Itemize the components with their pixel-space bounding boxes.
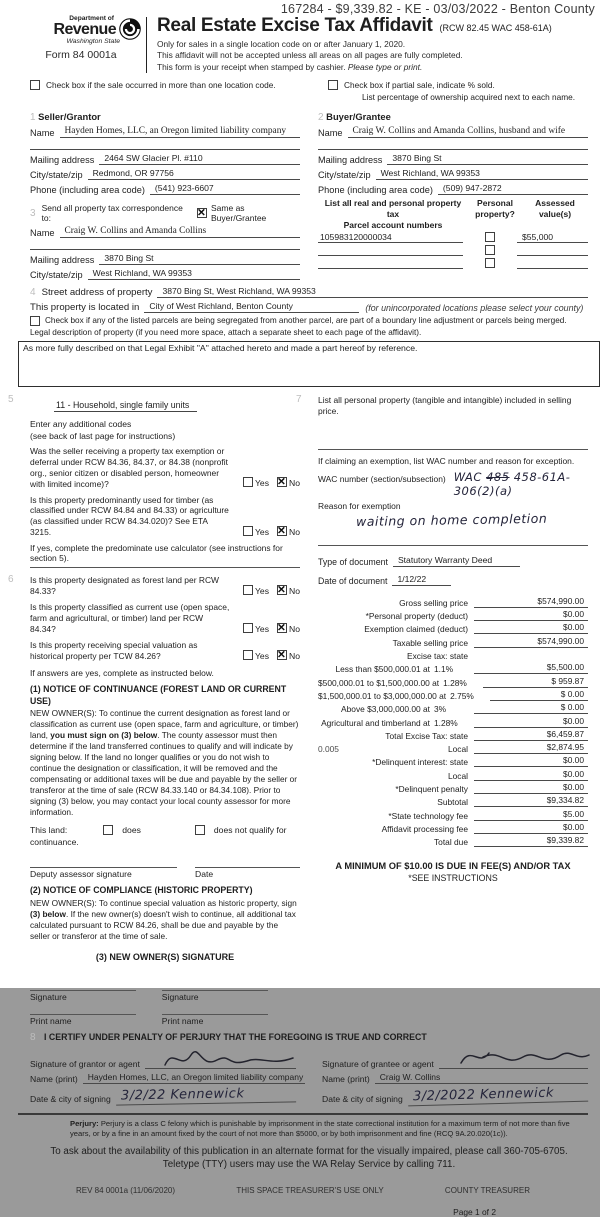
tax-value-field[interactable]: $5.00 xyxy=(474,809,588,821)
seller-name-overflow-line[interactable] xyxy=(30,140,300,150)
buyer-name-label: Name xyxy=(318,128,343,139)
no-checkbox[interactable] xyxy=(277,650,287,660)
tty-notice: Teletype (TTY) users may use the WA Relay Service by calling 711. xyxy=(162,1158,456,1170)
grantor-signature-scribble xyxy=(159,1045,299,1071)
grantee-signature-scribble xyxy=(453,1045,593,1071)
parties-section xyxy=(0,111,600,280)
no-checkbox[interactable] xyxy=(277,526,287,536)
seller-mailing-field[interactable]: 2464 SW Glacier Pl. #110 xyxy=(99,153,300,165)
grantor-date-city-handwriting[interactable]: 3/2/22 Kennewick xyxy=(116,1085,297,1105)
reason-exemption-label: Reason for exemption xyxy=(318,500,401,511)
personal-property-header: Personal property? xyxy=(475,198,515,219)
personal-property-checkbox[interactable] xyxy=(485,232,495,242)
header-note-3: This form is your receipt when stamped by cashier. Please type or print. xyxy=(157,61,423,72)
parcel-number-field[interactable] xyxy=(318,268,463,269)
notice-continuance-body: NEW OWNER(S): To continue the current designation as forest land or classification as current use (open space, farm and agriculture, or timber) land, you must sign on (3) below. The county assessor must then determine if the land transferred continues to qualify and will indicate by signing below. If the land no longer qualifies or you do not wish to continue the designation or classification, it will be removed and the compensating or additional taxes will be due and payable by the seller or transferor at the time of sale (RCW 84.33.140 or 84.34.108). Prior to signing (3) below, you may contact your local county assessor for more information. xyxy=(30,708,299,817)
tax-row-personal: *Personal property (deduct) $0.00 xyxy=(318,608,588,621)
located-in-field[interactable]: City of West Richland, Benton County xyxy=(144,301,359,313)
historic-property-question: Is this property receiving special valuation as historical property per TCW 84.26? xyxy=(30,640,198,662)
personal-property-checkbox[interactable] xyxy=(485,245,495,255)
current-use-question: Is this property classified as current use (open space, farm and agricultural, or timber) land per RCW 84.34? xyxy=(30,602,230,635)
tax-value-field[interactable]: $0.00 xyxy=(474,755,588,767)
minimum-due-note: A MINIMUM OF $10.00 IS DUE IN FEE(S) AND/OR TAX xyxy=(335,861,571,872)
tax-row-exemption: Exemption claimed (deduct) $0.00 xyxy=(318,621,588,634)
this-land-label: This land: xyxy=(30,825,68,836)
timber-agriculture-answer: Yes ✕ No xyxy=(235,526,300,538)
predominate-use-note: If yes, complete the predominate use calculator (see instructions for section 5). xyxy=(30,543,283,564)
buyer-name-field[interactable]: Craig W. Collins and Amanda Collins, husband and wife xyxy=(348,126,588,138)
seller-phone-label: Phone (including area code) xyxy=(30,185,145,196)
parcel-row xyxy=(318,243,588,256)
notice-compliance-body: NEW OWNER(S): To continue special valuation as historic property, sign (3) below. If the new owner(s) doesn't wish to continue, all additional tax calculated pursuant to RCW 84.26, shall be due and payable by the seller or transferor at the time of sale. xyxy=(30,897,297,941)
owner-signature-line[interactable]: Signature xyxy=(30,990,136,1002)
tax-value-field[interactable]: $ 0.00 xyxy=(474,702,588,714)
multiple-location-label: Check box if the sale occurred in more than one location code. xyxy=(46,80,276,91)
logo-state-text: Washington State xyxy=(66,38,120,45)
assessed-value-field[interactable] xyxy=(517,255,588,256)
assessor-signature-row xyxy=(30,867,300,879)
legal-description-label: Legal description of property (if you need more space, attach a separate sheet to each page of the affidavit). xyxy=(30,327,422,337)
parcel-row xyxy=(318,230,588,243)
dor-logo xyxy=(28,15,136,61)
section-2-number: 2 xyxy=(318,112,324,124)
deputy-assessor-signature-line[interactable]: Deputy assessor signature xyxy=(30,867,177,879)
reason-exemption-handwriting[interactable]: waiting on home completion xyxy=(355,510,548,529)
header-divider xyxy=(146,17,147,73)
left-middle-column xyxy=(8,393,300,1026)
seller-city-label: City/state/zip xyxy=(30,170,83,181)
segregated-label: Check box if any of the listed parcels are being segregated from another parcel, are part of a boundary line adjustment or parcels being merged. xyxy=(45,316,567,326)
street-address-label: Street address of property xyxy=(41,287,153,299)
local-rate: 0.005 xyxy=(318,744,339,755)
wac-number-handwriting[interactable]: WAC 485 458-61A-306(2)(a) xyxy=(453,469,571,498)
ownership-percentage-note: List percentage of ownership acquired next to each name. xyxy=(362,91,576,102)
yes-checkbox[interactable] xyxy=(243,526,253,536)
tax-value-field[interactable]: $2,874.95 xyxy=(474,742,588,754)
grantee-name-print-label: Name (print) xyxy=(322,1073,370,1084)
notice-compliance-title: (2) NOTICE OF COMPLIANCE (HISTORIC PROPERTY) xyxy=(30,885,253,896)
land-does-not-checkbox[interactable] xyxy=(195,825,205,835)
certify-statement: I CERTIFY UNDER PENALTY OF PERJURY THAT THE FOREGOING IS TRUE AND CORRECT xyxy=(44,1031,427,1042)
logo-revenue-text: Revenue xyxy=(53,21,116,38)
seller-name-field[interactable]: Hayden Homes, LLC, an Oregon limited liability company xyxy=(60,126,300,138)
correspondence-city-field[interactable]: West Richland, WA 99353 xyxy=(88,268,300,280)
title-block xyxy=(157,15,552,73)
segregated-checkbox[interactable] xyxy=(30,316,40,326)
yes-checkbox[interactable] xyxy=(243,650,253,660)
form-title: Real Estate Excise Tax Affidavit xyxy=(157,15,433,36)
exemption-deferral-answer: Yes ✕ No xyxy=(235,477,300,489)
tax-row-tier3: $1,500,000.01 to $3,000,000.00 at 2.75% $ 0.00 xyxy=(318,688,588,701)
wac-struck-text: 485 xyxy=(486,469,510,484)
tax-row-delinquent-interest-local: Local $0.00 xyxy=(318,767,588,780)
unincorporated-note: (for unincorporated locations please select your county) xyxy=(365,303,584,314)
buyer-name-overflow-line[interactable] xyxy=(318,140,588,150)
grantor-name-print-label: Name (print) xyxy=(30,1073,78,1084)
buyer-mailing-field[interactable]: 3870 Bing St xyxy=(387,153,588,165)
grantee-date-city-handwriting[interactable]: 3/2/2022 Kennewick xyxy=(408,1084,589,1106)
tax-correspondence-label: Send all property tax correspondence to: xyxy=(41,203,183,224)
seller-column xyxy=(30,111,300,280)
exemption-claim-note: If claiming an exemption, list WAC number and reason for exception. xyxy=(318,455,575,466)
personal-property-checkbox[interactable] xyxy=(485,258,495,268)
section-1-number: 1 xyxy=(30,112,36,124)
parcel-number-field[interactable]: 105983120000034 xyxy=(318,232,463,243)
seller-mailing-label: Mailing address xyxy=(30,155,95,166)
located-in-label: This property is located in xyxy=(30,302,140,314)
assessed-value-field[interactable] xyxy=(517,268,588,269)
correspondence-name-overflow-line[interactable] xyxy=(30,240,300,250)
buyer-column xyxy=(318,111,588,280)
document-date-field[interactable]: 1/12/22 xyxy=(392,574,451,586)
section-4-number: 4 xyxy=(30,287,36,299)
tax-row-total-due: Total due $9,339.82 xyxy=(318,834,588,847)
tax-value-field[interactable]: $9,334.82 xyxy=(474,795,588,807)
legal-description-text: As more fully described on that Legal Exhibit "A" attached hereto and made a part hereof by reference. xyxy=(23,342,418,353)
tax-rate: 1.28% xyxy=(443,677,467,688)
buyer-mailing-label: Mailing address xyxy=(318,155,383,166)
new-owners-signature-title: (3) NEW OWNER(S) SIGNATURE xyxy=(95,951,235,962)
correspondence-city-label: City/state/zip xyxy=(30,270,83,281)
grantee-signature-line[interactable] xyxy=(439,1050,588,1069)
grantor-signature-line[interactable] xyxy=(145,1050,296,1069)
tax-row-delinquent-interest-state: *Delinquent interest: state $0.00 xyxy=(318,754,588,767)
treasurer-space-label: THIS SPACE TREASURER'S USE ONLY xyxy=(236,1185,384,1195)
tax-row-total-state: Total Excise Tax: state $6,459.87 xyxy=(318,728,588,741)
page-number: Page 1 of 2 xyxy=(453,1206,496,1217)
if-yes-note: If answers are yes, complete as instructed below. xyxy=(30,668,214,679)
tax-value-field[interactable]: $9,339.82 xyxy=(474,835,588,847)
certification-section xyxy=(0,1026,600,1217)
tax-row-technology-fee: *State technology fee $5.00 xyxy=(318,807,588,820)
same-as-buyer-label: Same as Buyer/Grantee xyxy=(211,203,267,224)
tax-value-field[interactable]: $ 959.87 xyxy=(483,676,588,688)
tax-value-field[interactable]: $574,990.00 xyxy=(474,636,588,648)
same-as-buyer-checkbox[interactable] xyxy=(197,208,207,218)
treasurer-receipt-stamp: 167284 - $9,339.82 - KE - 03/03/2022 - Benton County xyxy=(280,2,595,16)
section-6-number: 6 xyxy=(8,574,14,586)
new-owners-signature-block xyxy=(30,978,268,1026)
legal-description-box[interactable] xyxy=(18,341,600,387)
buyer-city-label: City/state/zip xyxy=(318,170,371,181)
tax-value-field[interactable]: $0.00 xyxy=(474,822,588,834)
alternate-format-notice: To ask about the availability of this publication in an alternate format for the visually impaired, please call 360-705-6705. xyxy=(50,1145,568,1157)
no-checkbox[interactable] xyxy=(277,585,287,595)
correspondence-mailing-label: Mailing address xyxy=(30,255,95,266)
logo-dept-text: Department of xyxy=(69,15,114,22)
tax-row-delinquent-penalty: *Delinquent penalty $0.00 xyxy=(318,781,588,794)
tax-row-taxable: Taxable selling price $574,990.00 xyxy=(318,634,588,647)
tax-value-field[interactable]: $5,500.00 xyxy=(474,662,588,674)
form-number: Form 84 0001a xyxy=(45,49,117,61)
seller-name-label: Name xyxy=(30,128,55,139)
land-does-not-label: does not qualify for xyxy=(213,825,287,836)
tax-value-field[interactable]: $0.00 xyxy=(474,716,588,728)
owner-print-name-line[interactable]: Print name xyxy=(30,1014,136,1026)
correspondence-mailing-field[interactable]: 3870 Bing St xyxy=(99,253,300,265)
correspondence-name-label: Name xyxy=(30,228,55,239)
no-checkbox[interactable] xyxy=(277,623,287,633)
parcel-number-field[interactable] xyxy=(318,255,463,256)
buyer-city-field[interactable]: West Richland, WA 99353 xyxy=(376,168,588,180)
form-title-ref: (RCW 82.45 WAC 458-61A) xyxy=(439,23,552,33)
see-instructions-note: *SEE INSTRUCTIONS xyxy=(408,873,498,884)
tax-row-tier2: $500,000.01 to $1,500,000.00 at 1.28% $ 959.87 xyxy=(318,674,588,687)
land-use-code-field[interactable]: 11 - Household, single family units xyxy=(54,400,197,412)
historic-property-answer: Yes ✕ No xyxy=(235,650,300,662)
owner-print-name-line[interactable]: Print name xyxy=(162,1014,268,1026)
multiple-location-checkbox[interactable] xyxy=(30,80,40,90)
owner-signature-line[interactable]: Signature xyxy=(162,990,268,1002)
tax-value-field[interactable]: $0.00 xyxy=(474,782,588,794)
seller-grantor-heading: Seller/Grantor xyxy=(38,111,101,123)
document-date-label: Date of document xyxy=(318,575,388,586)
tax-row-processing-fee: Affidavit processing fee $0.00 xyxy=(318,821,588,834)
yes-checkbox[interactable] xyxy=(243,585,253,595)
wac-number-label: WAC number (section/subsection) xyxy=(318,473,446,484)
continuance-label: continuance. xyxy=(30,837,79,848)
tax-value-field[interactable]: $574,990.00 xyxy=(474,596,588,608)
forest-land-question: Is this property designated as forest land per RCW 84.33? xyxy=(30,575,219,597)
assessed-value-field[interactable]: $55,000 xyxy=(517,232,588,243)
partial-sale-label: Check box if partial sale, indicate % sold. xyxy=(344,80,495,91)
document-type-field[interactable]: Statutory Warranty Deed xyxy=(393,555,520,567)
tax-row-local: 0.005 Local $2,874.95 xyxy=(318,741,588,754)
yes-checkbox[interactable] xyxy=(243,477,253,487)
footer-row xyxy=(30,1186,588,1195)
document-type-label: Type of document xyxy=(318,556,388,567)
grantee-signature-block xyxy=(322,1046,588,1104)
no-checkbox[interactable] xyxy=(277,477,287,487)
forest-land-answer: Yes ✕ No xyxy=(235,585,300,597)
buyer-phone-field[interactable]: (509) 947-2872 xyxy=(438,183,588,195)
grantor-signature-label: Signature of grantor or agent xyxy=(30,1058,140,1069)
tax-value-field[interactable]: $0.00 xyxy=(474,609,588,621)
tax-row-excise-state: Excise tax: state xyxy=(318,648,588,661)
section-divider xyxy=(318,449,588,450)
parcel-table-header xyxy=(318,198,588,230)
land-qualify-row xyxy=(30,825,300,835)
section-8-number: 8 xyxy=(30,1031,36,1043)
land-does-label: does xyxy=(122,825,141,836)
middle-section xyxy=(0,395,600,1026)
tax-value-field[interactable]: $0.00 xyxy=(474,622,588,634)
section-3-number: 3 xyxy=(30,207,36,219)
section-7-number: 7 xyxy=(296,393,302,405)
notice-continuance-title: (1) NOTICE OF CONTINUANCE (FOREST LAND OR CURRENT USE) xyxy=(30,684,287,706)
parcel-numbers-header: List all real and personal property tax Parcel account numbers xyxy=(324,198,462,230)
header-note-2: This affidavit will not be accepted unless all areas on all pages are fully completed. xyxy=(157,50,463,61)
tax-row-tier1: Less than $500,000.01 at 1.1% $5,500.00 xyxy=(318,661,588,674)
parcel-row xyxy=(318,256,588,269)
tax-rate: 1.1% xyxy=(434,664,454,675)
section-divider xyxy=(318,545,588,546)
tax-rate: 3% xyxy=(434,704,447,715)
tax-value-field[interactable]: $6,459.87 xyxy=(474,729,588,741)
tax-rate: 1.28% xyxy=(434,717,458,728)
grantor-signature-block xyxy=(30,1046,304,1104)
grantee-date-city-label: Date & city of signing xyxy=(322,1093,403,1104)
tax-value-field[interactable]: $ 0.00 xyxy=(490,689,588,701)
footer-divider xyxy=(18,1113,588,1115)
tax-row-gross: Gross selling price $574,990.00 xyxy=(318,595,588,608)
personal-property-blank-area[interactable] xyxy=(318,417,588,445)
correspondence-name-field[interactable]: Craig W. Collins and Amanda Collins xyxy=(60,226,300,238)
yes-checkbox[interactable] xyxy=(243,623,253,633)
grantor-date-city-label: Date & city of signing xyxy=(30,1093,111,1104)
partial-sale-checkbox[interactable] xyxy=(328,80,338,90)
instructions-note: (see back of last page for instructions) xyxy=(30,430,176,441)
property-location-section xyxy=(0,280,600,386)
county-treasurer-label: COUNTY TREASURER xyxy=(444,1185,530,1195)
tax-value-field[interactable]: $0.00 xyxy=(474,769,588,781)
perjury-notice: Perjury: Perjury is a class C felony which is punishable by imprisonment in the state correctional institution for a maximum term of not more than five years, or by a fine in an amount fixed by the court of not more than $5000, or by both imprisonment and fine (RCQ 9A.20.020(1c)). xyxy=(70,1118,570,1139)
assessor-date-line[interactable]: Date xyxy=(195,867,300,879)
right-middle-column xyxy=(296,393,588,1026)
section-5-number: 5 xyxy=(8,393,14,405)
tax-row-subtotal: Subtotal $9,334.82 xyxy=(318,794,588,807)
buyer-phone-label: Phone (including area code) xyxy=(318,185,433,196)
tax-rate: 2.75% xyxy=(450,690,474,701)
section-divider xyxy=(30,567,300,568)
tax-row-agricultural: Agricultural and timberland at 1.28% $0.00 xyxy=(318,714,588,727)
street-address-field[interactable]: 3870 Bing St, West Richland, WA 99353 xyxy=(157,286,588,298)
buyer-grantee-heading: Buyer/Grantee xyxy=(326,111,391,123)
land-does-checkbox[interactable] xyxy=(103,825,113,835)
seller-phone-field[interactable]: (541) 923-6607 xyxy=(150,183,300,195)
seller-city-field[interactable]: Redmond, OR 97756 xyxy=(88,168,300,180)
rev-form-number: REV 84 0001a (11/06/2020) xyxy=(76,1185,176,1195)
grantor-name-print-field[interactable]: Hayden Homes, LLC, an Oregon limited liability company xyxy=(83,1072,305,1084)
grantee-name-print-field[interactable]: Craig W. Collins xyxy=(375,1072,588,1084)
tax-computation-table xyxy=(318,595,588,848)
exemption-deferral-question: Was the seller receiving a property tax exemption or deferral under RCW 84.36, 84.37, or 84.38 (nonprofit org., senior citizen or disabled person, homeowner with limited income)? xyxy=(30,445,228,489)
grantee-signature-label: Signature of grantee or agent xyxy=(322,1058,434,1069)
tax-value-field xyxy=(474,660,588,661)
additional-codes-label: Enter any additional codes xyxy=(30,418,132,429)
personal-property-list-label: List all personal property (tangible and intangible) included in selling price. xyxy=(318,394,572,416)
timber-agriculture-question: Is this property predominantly used for timber (as classified under RCW 84.84 and 84.33) or agriculture (as classified under RCW 84.34.020)? See ETA 3215. xyxy=(30,494,229,538)
assessed-value-header: Assessed value(s) xyxy=(535,198,575,219)
dor-swirl-icon xyxy=(118,17,142,46)
current-use-answer: Yes ✕ No xyxy=(235,623,300,635)
type-or-print-note: Please type or print. xyxy=(347,61,423,72)
top-checkbox-row xyxy=(0,73,600,103)
tax-row-tier4: Above $3,000,000.00 at 3% $ 0.00 xyxy=(318,701,588,714)
header-note-1: Only for sales in a single location code on or after January 1, 2020. xyxy=(157,39,406,49)
